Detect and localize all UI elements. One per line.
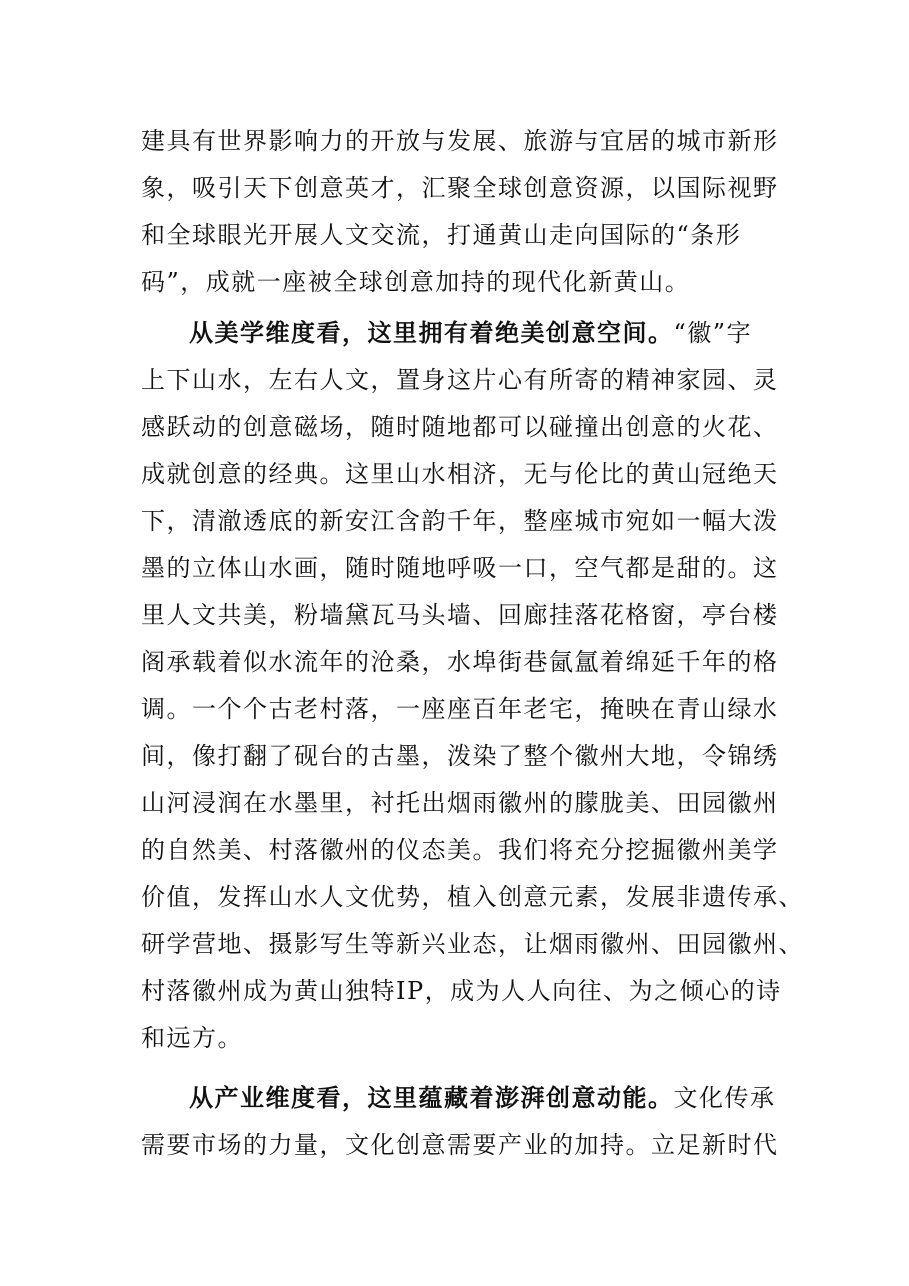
text-line: 和全球眼光开展人文交流，打通黄山走向国际的“条形: [141, 221, 742, 249]
paragraph-heading: 从美学维度看，这里拥有着绝美创意空间。: [189, 319, 674, 347]
paragraph-3: [141, 1075, 779, 1169]
text-line: 价值，发挥山水人文优势，植入创意元素，发展非遗传承、: [141, 883, 804, 911]
text-line: 墨的立体山水画，随时随地呼吸一口，空气都是甜的。这: [141, 554, 779, 582]
text-line: 调。一个个古老村落，一座座百年老宅，掩映在青山绿水: [141, 695, 779, 723]
text-line: 成就创意的经典。这里山水相济，无与伦比的黄山冠绝天: [141, 460, 779, 488]
text-line: 研学营地、摄影写生等新兴业态，让烟雨徽州、田园徽州、: [141, 930, 804, 958]
text-line: 的自然美、村落徽州的仪态美。我们将充分挖掘徽州美学: [141, 836, 779, 864]
text-line: 山河浸润在水墨里，衬托出烟雨徽州的朦胧美、田园徽州: [141, 789, 779, 817]
text-line: 里人文共美，粉墙黛瓦马头墙、回廊挂落花格窗，亭台楼: [141, 601, 779, 629]
text-line: 上下山水，左右人文，置身这片心有所寄的精神家园、灵: [141, 366, 779, 394]
text-line: 下，清澈透底的新安江含韵千年，整座城市宛如一幅大泼: [141, 507, 779, 535]
text-line: 间，像打翻了砚台的古墨，泼染了整个徽州大地，令锦绣: [141, 742, 779, 770]
text-line: 感跃动的创意磁场，随时随地都可以碰撞出创意的火花、: [141, 413, 779, 441]
text-line: 阁承载着似水流年的沧桑，水埠街巷氤氲着绵延千年的格: [141, 648, 779, 676]
paragraph-heading: 从产业维度看，这里蕴藏着澎湃创意动能。: [189, 1084, 674, 1112]
paragraph-1: [141, 118, 779, 306]
text-line: 码”，成就一座被全球创意加持的现代化新黄山。: [141, 268, 691, 296]
text-line: 村落徽州成为黄山独特IP，成为人人向往、为之倾心的诗: [141, 977, 782, 1005]
text-line: 从产业维度看，这里蕴藏着澎湃创意动能。文化传承: [189, 1084, 776, 1112]
text-line: 从美学维度看，这里拥有着绝美创意空间。“徽”字: [189, 319, 753, 347]
text-line: 需要市场的力量，文化创意需要产业的加持。立足新时代: [141, 1131, 779, 1159]
text-line: 象，吸引天下创意英才，汇聚全球创意资源，以国际视野: [141, 174, 779, 202]
text-line: 和远方。: [141, 1024, 243, 1052]
paragraph-2: [141, 310, 804, 1109]
text-line: 建具有世界影响力的开放与发展、旅游与宜居的城市新形: [141, 127, 779, 155]
